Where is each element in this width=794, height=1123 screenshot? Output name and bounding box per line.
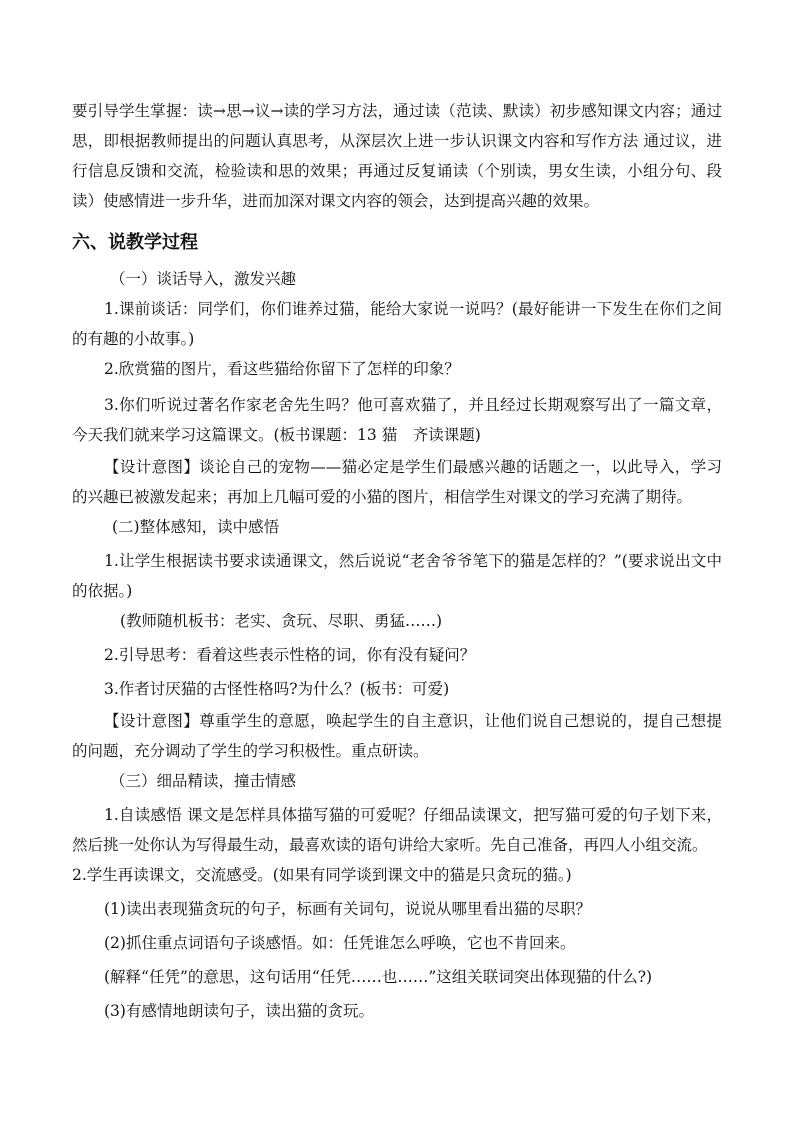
part3-sub3: (3)有感情地朗读句子，读出猫的贪玩。 [104,1002,374,1020]
part2-title: (二)整体感知，读中感悟 [112,518,280,536]
part3-sub1: (1)读出表现猫贪玩的句子，标画有关词句，说说从哪里看出猫的尽职？ [104,900,591,918]
part3-title: （三）细品精读，撞击情感 [110,772,297,790]
part1-title: （一）谈话导入，激发兴趣 [110,270,297,288]
part3-item2: 2.学生再读课文，交流感受。(如果有同学谈到课文中的猫是只贪玩的猫。) [72,866,572,884]
part3-item1: 1.自读感悟 课文是怎样具体描写猫的可爱呢？仔细品读课文，把写猫可爱的句子划下来，然后挑一处你认为写得最生动，最喜欢读的语句讲给大家听。先自己准备，再四人小组交流。 [72,806,722,854]
part3-sub2: (2)抓住重点词语句子谈感悟。如：任凭谁怎么呼唤，它也不肯回来。 [104,934,576,952]
part2-item2: 2.引导思考：看着这些表示性格的词，你有没有疑问？ [104,646,476,664]
part2-design-intent: 【设计意图】尊重学生的意愿，唤起学生的自主意识，让他们说自己想说的，提自己想提的问题，充分调动了学生的学习积极性。重点研读。 [72,712,722,760]
section-heading: 六、说教学过程 [72,232,198,253]
intro-paragraph: 要引导学生掌握：读→思→议→读的学习方法，通过读（范读、默读）初步感知课文内容；通过思，即根据教师提出的问题认真思考，从深层次上进一步认识课文内容和写作方法 通过议，进行信息反馈和交流，检验读和思的效果；再通过反复诵读（个别读，男女生读，小组分句、段读）使感情进一步升华，进而加深对课文内容的领会，达到提高兴趣的效果。 [72,102,722,210]
part3-explain: (解释“任凭”的意思，这句话用“任凭……也……”这组关联词突出体现猫的什么?) [104,968,653,986]
part2-item1: 1.让学生根据读书要求读通课文，然后说说“老舍爷爷笔下的猫是怎样的？”(要求说出文中的依据。) [72,552,722,600]
part2-item3: 3.作者讨厌猫的古怪性格吗?为什么？(板书：可爱) [104,680,450,698]
part1-item3: 3.你们听说过著名作家老舍先生吗？他可喜欢猫了，并且经过长期观察写出了一篇文章，今天我们就来学习这篇课文。(板书课题：13 猫 齐读课题) [72,396,722,444]
part1-item1: 1.课前谈话：同学们，你们谁养过猫，能给大家说一说吗？(最好能讲一下发生在你们之间的有趣的小故事。) [72,300,722,348]
part1-item2: 2.欣赏猫的图片，看这些猫给你留下了怎样的印象？ [104,360,460,378]
part2-board-note: (教师随机板书：老实、贪玩、尽职、勇猛……) [120,612,443,630]
part1-design-intent: 【设计意图】谈论自己的宠物——猫必定是学生们最感兴趣的话题之一，以此导入，学习的兴趣已被激发起来；再加上几幅可爱的小猫的图片，相信学生对课文的学习充满了期待。 [72,458,722,506]
